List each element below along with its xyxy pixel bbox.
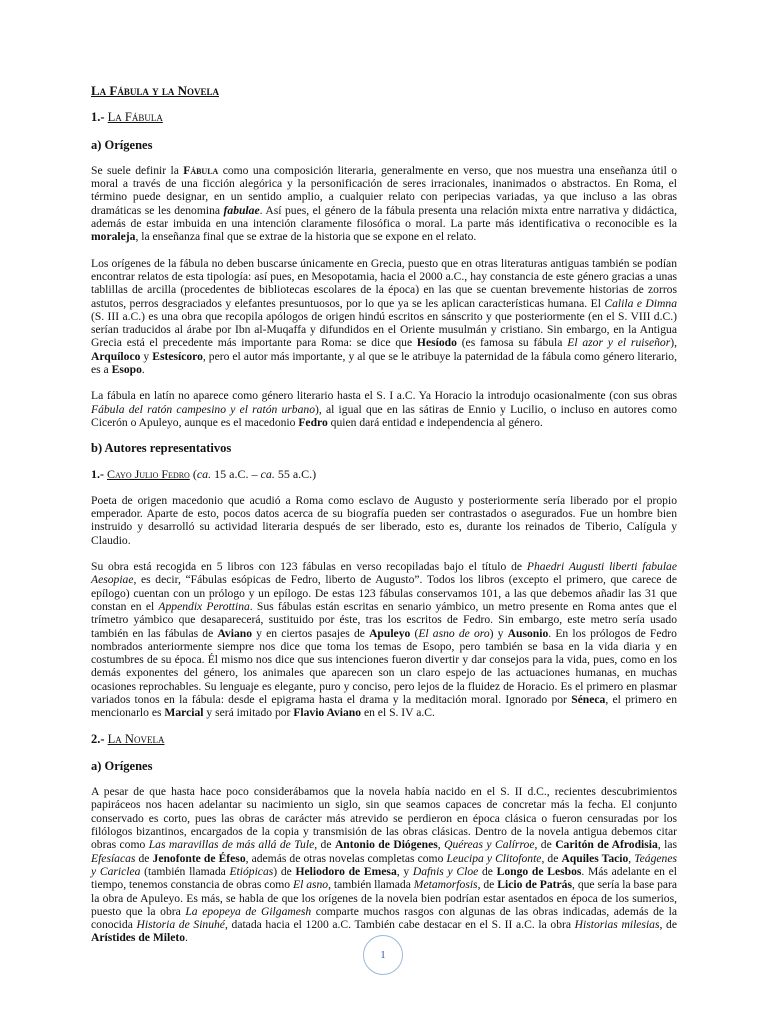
section-heading-novela bbox=[91, 733, 677, 746]
subsection-heading-origenes: a) Orígenes bbox=[91, 137, 153, 152]
author-heading-fedro: 1.- Cayo Julio Fedro (ca. 15 a.C. – ca. 55 a.C.) bbox=[91, 466, 317, 481]
section-title: La Novela bbox=[107, 731, 165, 746]
section-heading-fabula bbox=[91, 111, 677, 124]
paragraph-fedro-biografia: Poeta de origen macedonio que acudió a Roma como esclavo de Augusto y posteriormente sería liberado por el propio emperador. Aparte de esto, pocos datos acerca de su biografía pueden ser contrastados o asegurados. Fue un hombre bien instruido y desarrolló su actividad literaria después de ser liberado, esto es, durante los reinados de Tiberio, Calígula y Claudio. bbox=[91, 493, 677, 547]
subsection-heading-autores: b) Autores representativos bbox=[91, 441, 232, 456]
section-number: 2.- bbox=[91, 731, 105, 746]
paragraph-fabula-origenes: Los orígenes de la fábula no deben buscarse únicamente en Grecia, puesto que en otras literaturas antiguas también se podían encontrar relatos de esta tipología: así pues, en Mesopotamia, hacia el 2000 a.C., hay constancia de este género gracias a unas tablillas de arcilla (procedentes de bibliotecas escolares de la época) en las que se cuentan brevemente historias de zorros astutos, perros desgraciados y elefantes presuntuosos, por lo que ya se les aplican características humana. El Calila e Dimna (S. III a.C.) es una obra que recopila apólogos de origen hindú escritos en sánscrito y que posteriormente (en el S. VIII d.C.) serían traducidos al árabe por Ibn al-Muqaffa y difundidos en el Oriente musulmán y cristiano. Sin embargo, en la Antigua Grecia está el precedente más importante para Roma: se dice que Hesíodo (es famosa su fábula El azor y el ruiseñor), Arquíloco y Estesícoro, pero el autor más importante, y al que se le atribuye la paternidad de la fábula como género literario, es a Esopo. bbox=[91, 256, 678, 377]
paragraph-fabula-definicion: Se suele definir la Fábula como una composición literaria, generalmente en verso, que nos muestra una enseñanza útil o moral a través de una ficción alegórica y la personificación de seres irracionales, inanimados o abstractos. En Roma, el término puede designar, en un sentido amplio, a cualquier relato con peripecias variadas, ya que incluso a las obras dramáticas se les denomina fabulae. Así pues, el género de la fábula presenta una relación mixta entre narrativa y didáctica, además de estar imbuida en una intención claramente filosófica o moral. La parte más identificativa o reconocible es la moraleja, la enseñanza final que se extrae de la historia que se expone en el relato. bbox=[91, 163, 678, 244]
document-title: La Fábula y la Novela bbox=[91, 83, 220, 98]
paragraph-novela-origenes: A pesar de que hasta hace poco considerábamos que la novela había nacido en el S. II d.C., recientes descubrimientos papiráceos nos hacen adelantar su nacimiento un siglo, sin que seamos capaces de concretar más la fecha. El conjunto conservado es corto, pues las obras de carácter más atrevido se perdieron en época clásica o fueron censuradas por los filólogos bizantinos, encargados de la copia y transmisión de las obras clásicas. Dentro de la novela antigua debemos citar obras como Las maravillas de más allá de Tule, de Antonio de Diógenes, Quéreas y Calírroe, de Caritón de Afrodisia, las Efesíacas de Jenofonte de Éfeso, además de otras novelas completas como Leucipa y Clitofonte, de Aquiles Tacio, Teágenes y Cariclea (también llamada Etiópicas) de Heliodoro de Emesa, y Dafnis y Cloe de Longo de Lesbos. Más adelante en el tiempo, tenemos constancia de obras como El asno, también llamada Metamorfosis, de Licio de Patrás, que sería la base para la obra de Apuleyo. Es más, se habla de que los orígenes de la novela bien podrían estar asentados en época de los sumerios, puesto que la obra La epopeya de Gilgamesh comparte muchos rasgos con algunas de las obras indicadas, además de la conocida Historia de Sinuhé, datada hacia el 1200 a.C. También cabe destacar en el S. II a.C. la obra Historias milesias, de Arístides de Mileto. bbox=[91, 785, 678, 945]
section-number: 1.- bbox=[91, 110, 105, 125]
paragraph-fabula-latin: La fábula en latín no aparece como género literario hasta el S. I a.C. Ya Horacio la introdujo ocasionalmente (con sus obras Fábula del ratón campesino y el ratón urbano), al igual que en las sátiras de Ennio y Lucilio, o incluso en autores como Cicerón o Apuleyo, aunque es el macedonio Fedro quien dará entidad e independencia al género. bbox=[91, 389, 677, 429]
paragraph-fedro-obra: Su obra está recogida en 5 libros con 123 fábulas en verso recopiladas bajo el título de Phaedri Augusti liberti fabulae Aesopiae, es decir, “Fábulas esópicas de Fedro, liberto de Augusto”. Todos los libros (excepto el primero, que carece de epílogo) cuentan con un prólogo y un epílogo. De estas 123 fábulas conservamos 101, a las que debemos añadir las 31 que constan en el Appendix Perottina. Sus fábulas están escritas en senario yámbico, un metro presente en Roma antes que el trímetro yámbico que desaparecerá, sustituido por éste, tras los escritos de Fedro. Sin embargo, este metro sería usado también en las fábulas de Aviano y en ciertos pasajes de Apuleyo (El asno de oro) y Ausonio. En los prólogos de Fedro nombrados anteriormente siempre nos dice que toma los temas de Esopo, pero también se basa en la vida diaria y en costumbres de su época. Él mismo nos dice que sus intenciones fueron divertir y dar consejos para la vida, pues, como en los demás exponentes del género, los animales que aparecen son un claro espejo de las actuaciones humanas, en muchas ocasiones reprochables. Su lenguaje es elegante, puro y conciso, pero lejos de la fluidez de Horacio. Es el primero en plasmar variados tonos en la fábula: desde el epigrama hasta el drama y la meditación moral. Ignorado por Séneca, el primero en mencionarlo es Marcial y será imitado por Flavio Aviano en el S. IV a.C. bbox=[91, 560, 678, 720]
section-title: La Fábula bbox=[107, 110, 163, 125]
subsection-heading-novela-origenes: a) Orígenes bbox=[91, 758, 153, 773]
page-number-badge: 1 bbox=[363, 935, 403, 975]
document-body bbox=[91, 84, 677, 958]
